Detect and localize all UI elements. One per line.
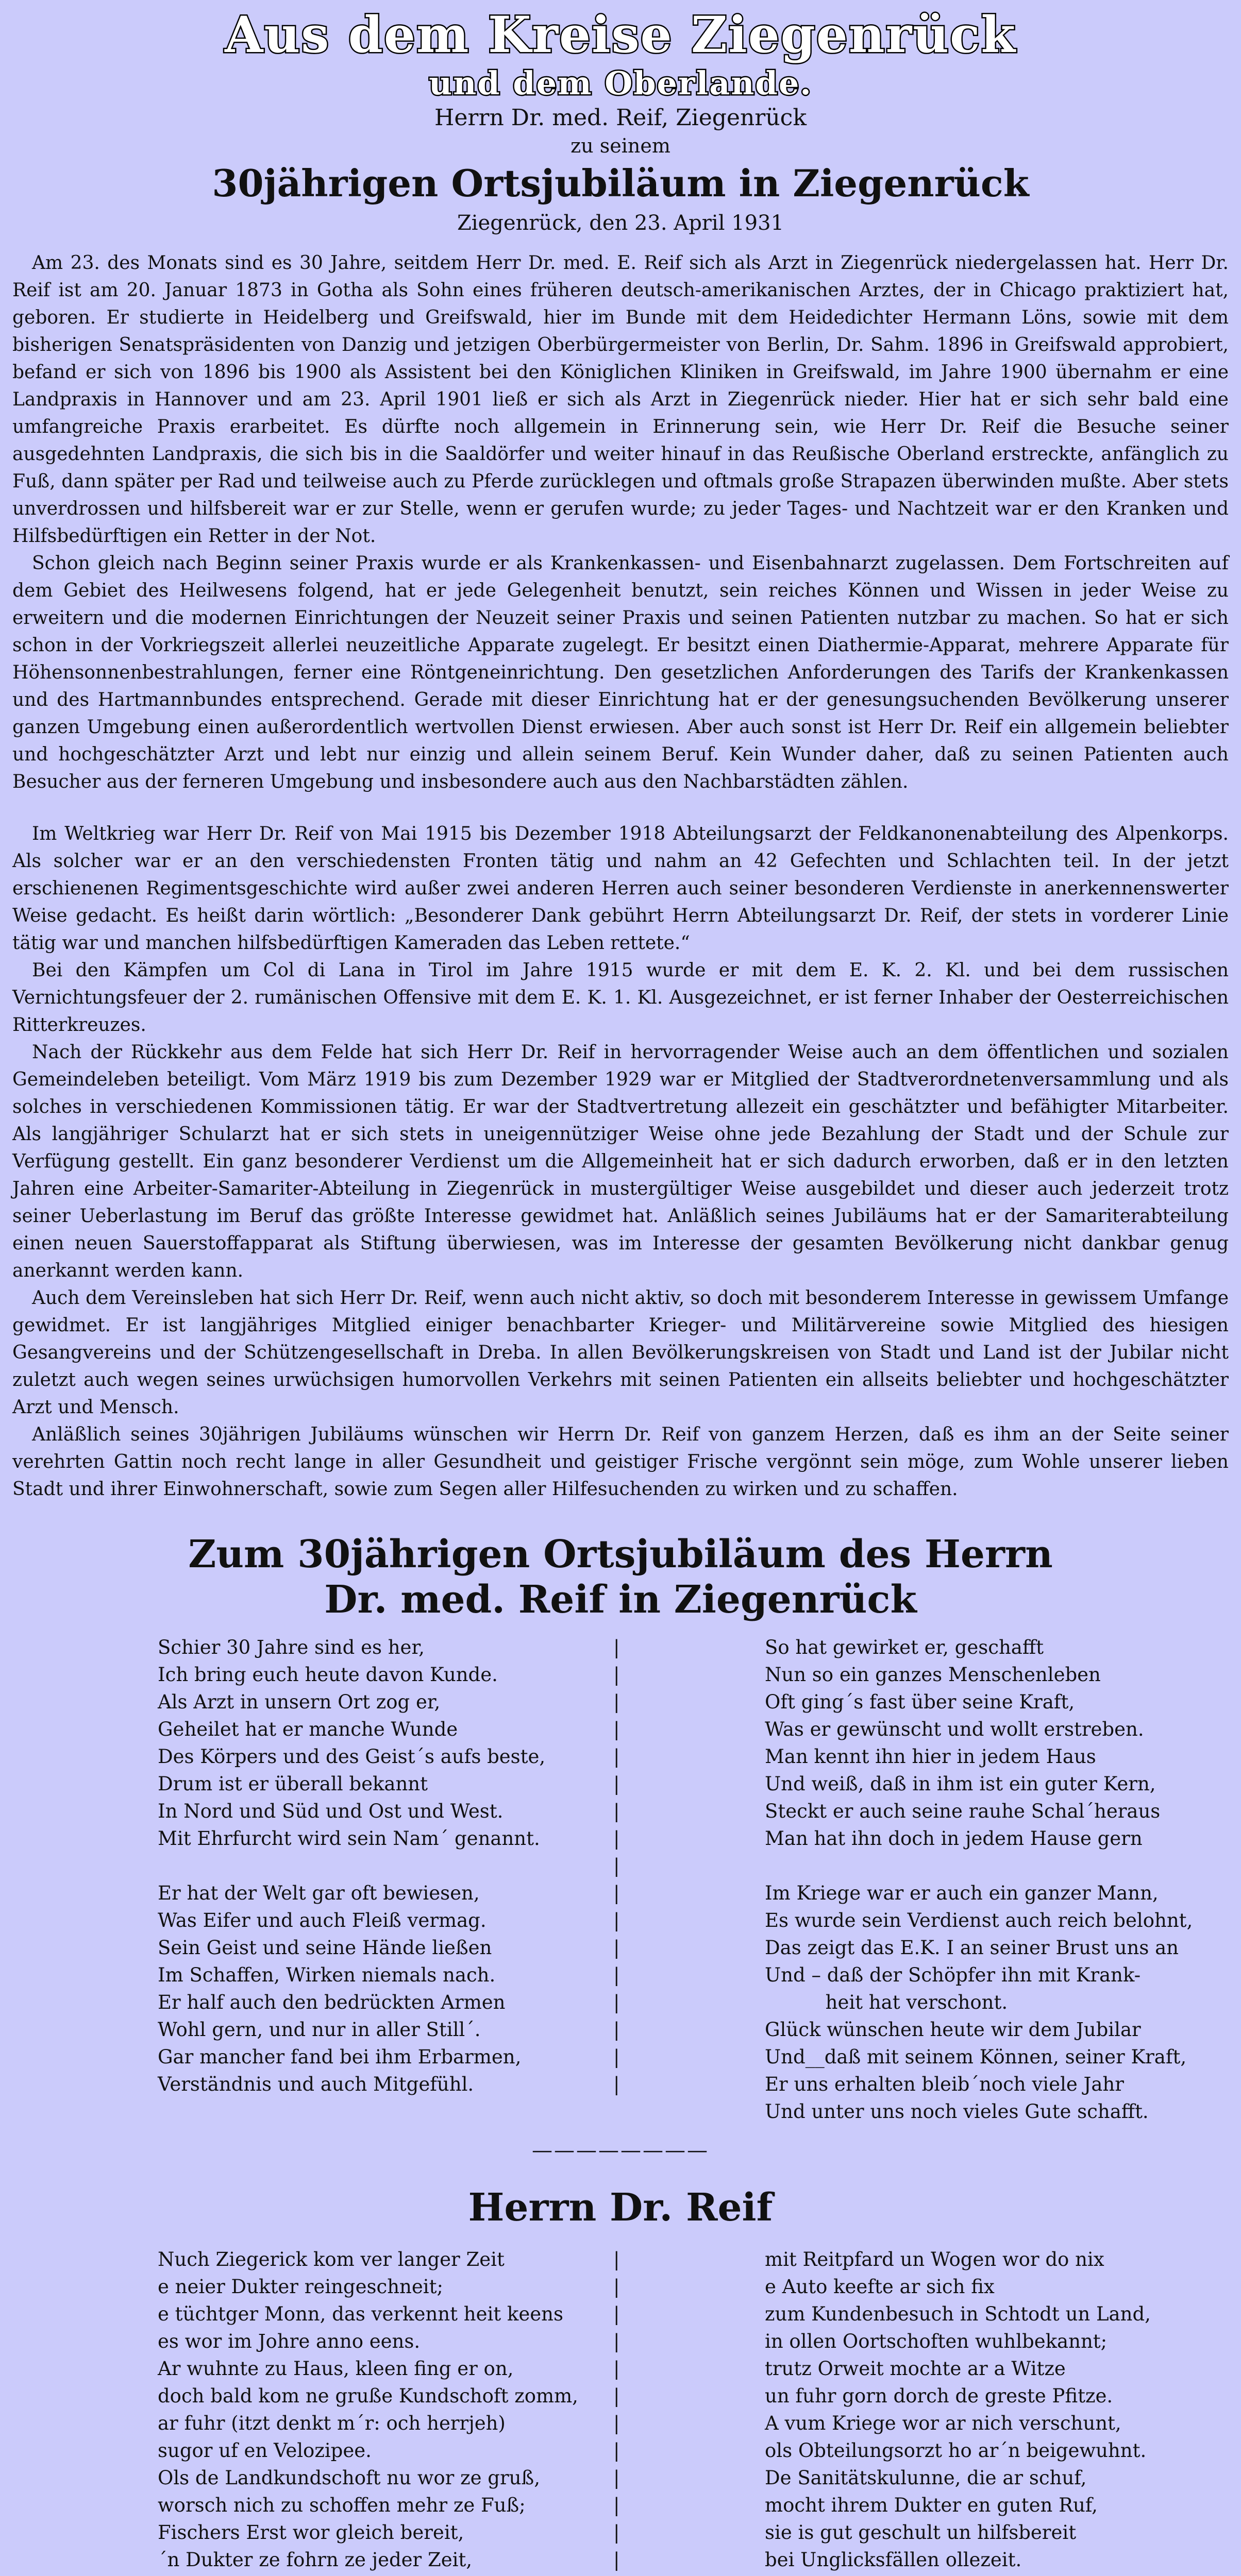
poem2-heading [0,2185,1241,2230]
poem1 [0,1634,1241,2128]
poem1-left-column: Schier 30 Jahre sind es her, Ich bring euch heute davon Kunde. Als Arzt in unsern Ort zog er, Geheilet hat er manche Wunde Des Körpers und des Geist´s aufs beste, Drum ist er überall bekannt In Nord und Süd und Ost und West. Mit Ehrfurcht wird sein Nam´ genannt. Er hat der Welt gar oft bewiesen, Was Eifer und auch Fleiß vermag. Sein Geist und seine Hände ließen Im Schaffen, Wirken niemals nach. Er half auch den bedrückten Armen Wohl gern, und nur in aller Still´. Gar mancher fand bei ihm Erbarmen, Verständnis und auch Mitgefühl. [158,1636,546,2095]
poem2-right-column: mit Reitpfard un Wogen wor do nix e Auto keefte ar sich fix zum Kundenbesuch in Schtodt un Land, in ollen Oortschoften wuhlbekannt; trutz Orweit mochte ar a Witze un fuhr gorn dorch de greste Pfitze. A vum Kriege wor ar nich verschunt, ols Obteilungsorzt ho ar´n beigewuhnt. De Sanitätskulunne, die ar schuf, mocht ihrem Dukter en guten Ruf, sie is gut geschult un hilfsbereit bei Unglicksfällen ollezeit. [765,2248,1151,2571]
dateline: Ziegenrück, den 23. April 1931 [457,211,784,235]
poem1-right-column: So hat gewirket er, geschafft Nun so ein ganzes Menschenleben Oft ging´s fast über seine Kraft, Was er gewünscht und wollt erstreben. Man kennt ihn hier in jedem Haus Und weiß, daß in ihm ist ein guter Kern, Steckt er auch seine rauhe Schal´heraus Man hat ihn doch in jedem Hause gern Im Kriege war er auch ein ganzer Mann, Es wurde sein Verdienst auch reich belohnt, Das zeigt das E.K. I an seiner Brust uns an Und – daß der Schöpfer ihn mit Krank- heit hat verschont. Glück wünschen heute wir dem Jubilar Und__daß mit seinem Können, seiner Kraft, Er uns erhalten bleib´noch viele Jahr Und unter uns noch vieles Gute schafft. [765,1636,1193,2123]
article-paragraph: Anläßlich seines 30jährigen Jubiläums wünschen wir Herrn Dr. Reif von ganzem Herzen, daß es ihm an der Seite seiner verehrten Gattin noch recht lange in aller Gesundheit und geistiger Frische vergönnt sein möge, zum Wohle unserer lieben Stadt und ihrer Einwohnerschaft, sowie zum Segen aller Hilfesuchenden zu wirken und zu schaffen. [12,1424,1229,1500]
article-paragraph: Schon gleich nach Beginn seiner Praxis wurde er als Krankenkassen- und Eisenbahnarzt zugelassen. Dem Fortschreiten auf dem Gebiet des Heilwesens folgend, hat er jede Gelegenheit benutzt, sein reiches Können und Wissen in jeder Weise zu erweitern und die modernen Einrichtungen der Neuzeit seiner Praxis und seinen Patienten nutzbar zu machen. So hat er sich schon in der Vorkriegszeit allerlei neuzeitliche Apparate zugelegt. Er besitzt einen Diathermie-Apparat, mehrere Apparate für Höhensonnenbestrahlungen, ferner eine Röntgeneinrichtung. Den gesetzlichen Anforderungen des Tarifs der Krankenkassen und des Hartmannbundes entsprechend. Gerade mit dieser Einrichtung hat er der genesungsuchenden Bevölkerung unserer ganzen Umgebung einen außerordentlich wertvollen Dienst erwiesen. Aber auch sonst ist Herr Dr. Reif ein allgemein beliebter und hochgeschätzter Arzt und lebt nur einzig und allein seinem Beruf. Kein Wunder daher, daß zu seinen Patienten auch Besucher aus der ferneren Umgebung und insbesondere auch aus den Nachbarstädten zählen. [12,553,1229,792]
jubilee-title: 30jährigen Ortsjubiläum in Ziegenrück [212,161,1029,205]
dedication-line-1: Herrn Dr. med. Reif, Ziegenrück [434,105,807,131]
poem1-title-1: Zum 30jährigen Ortsjubiläum des Herrn [188,1532,1053,1577]
article-paragraph: Auch dem Vereinsleben hat sich Herr Dr. Reif, wenn auch nicht aktiv, so doch mit besonderem Interesse in gewissem Umfange gewidmet. Er ist langjähriges Mitglied einiger benachbarter Krieger- und Militärvereine sowie Mitglied des hiesigen Gesangvereins und der Schützengesellschaft in Dreba. In allen Bevölkerungskreisen von Stadt und Land ist der Jubilar nicht zuletzt auch wegen seines urwüchsigen humorvollen Verkehrs mit seinen Patienten ein allseits beliebter und hochgeschätzter Arzt und Mensch. [12,1287,1229,1418]
column-divider: | | | | | | | | | | | | [613,2248,620,2571]
poem2-left-column: Nuch Ziegerick kom ver langer Zeit e neier Dukter reingeschneit; e tüchtger Monn, das verkennt heit keens es wor im Johre anno eens. Ar wuhnte zu Haus, kleen fing er on, doch bald kom ne gruße Kundschoft zomm, ar fuhr (itzt denkt m´r: och herrjeh) sugor uf en Velozipee. Ols de Landkundschoft nu wor ze gruß, worsch nich zu schoffen mehr ze Fuß; Fischers Erst wor gleich bereit, ´n Dukter ze fohrn ze jeder Zeit, [158,2248,578,2571]
masthead [0,0,1241,238]
article-paragraph: Bei den Kämpfen um Col di Lana in Tirol im Jahre 1915 wurde er mit dem E. K. 2. Kl. und bei dem russischen Vernichtungsfeuer der 2. rumänischen Offensive mit dem E. K. 1. Kl. Ausgezeichnet, er ist ferner Inhaber der Oesterreichischen Ritterkreuzes. [12,960,1229,1036]
poem2 [0,2246,1241,2576]
article-paragraph: Am 23. des Monats sind es 30 Jahre, seitdem Herr Dr. med. E. Reif sich als Arzt in Ziegenrück niedergelassen hat. Herr Dr. Reif ist am 20. Januar 1873 in Gotha als Sohn eines früheren deutsch-amerikanischen Arztes, der in Chicago praktiziert hat, geboren. Er studierte in Heidelberg und Greifswald, hier im Bunde mit dem Heidedichter Hermann Löns, sowie mit dem bisherigen Senatspräsidenten von Danzig und jetzigen Oberbürgermeister von Berlin, Dr. Sahm. 1896 in Greifswald approbiert, befand er sich von 1896 bis 1900 als Assistent bei den Königlichen Kliniken in Greifswald, im Jahre 1900 übernahm er eine Landpraxis in Hannover und am 23. April 1901 ließ er sich als Arzt in Ziegenrück nieder. Hier hat er sich sehr bald eine umfangreiche Praxis erarbeitet. Es dürfte noch allgemein in Erinnerung sein, wie Herr Dr. Reif die Besuche seiner ausgedehnten Landpraxis, die sich bis in die Saaldörfer und weiter hinauf in das Reußische Oberland erstreckte, anfänglich zu Fuß, dann später per Rad und teilweise auch zu Pferde zurücklegen und oftmals große Strapazen überwinden mußte. Aber stets unverdrossen und hilfsbereit war er zur Stelle, wenn er gerufen wurde; zu jeder Tages- und Nachtzeit war er den Kranken und Hilfsbedürftigen ein Retter in der Not. [12,252,1229,547]
column-divider: | | | | | | | | | | | | | | | | | [613,1636,620,2095]
article-paragraph: Nach der Rückkehr aus dem Felde hat sich Herr Dr. Reif in hervorragender Weise auch an dem öffentlichen und sozialen Gemeindeleben beteiligt. Vom März 1919 bis zum Dezember 1929 war er Mitglied der Stadtverordnetenversammlung und als solches in verschiedenen Kommissionen tätig. Er war der Stadtvertretung allezeit ein geschätzter und befähigter Mitarbeiter. Als langjähriger Schularzt hat er sich stets in uneigennütziger Weise ohne jede Bezahlung der Stadt und der Schule zur Verfügung gestellt. Ein ganz besonderer Verdienst um die Allgemeinheit hat er sich dadurch erworben, daß er in den letzten Jahren eine Arbeiter-Samariter-Abteilung in Ziegenrück in mustergültiger Weise ausgebildet und dieser auch jederzeit trotz seiner Ueberlastung im Beruf das größte Interesse gewidmet hat. Anläßlich seines Jubiläums hat er der Samariterabteilung einen neuen Sauerstoffapparat als Stiftung überwiesen, was im Interesse der gesamten Bevölkerung nicht dankbar genug anerkannt werden kann. [12,1042,1229,1281]
poem1-heading [0,1532,1241,1622]
poem1-title-2: Dr. med. Reif in Ziegenrück [324,1578,917,1622]
dedication-line-2: zu seinem [571,134,670,157]
article-paragraph: Im Weltkrieg war Herr Dr. Reif von Mai 1915 bis Dezember 1918 Abteilungsarzt der Feldkanonenabteilung des Alpenkorps. Als solcher war er an den verschiedensten Fronten tätig und nahm an 42 Gefechten und Schlachten teil. In der jetzt erschienenen Regimentsgeschichte wird außer zwei anderen Herren auch seiner besonderen Verdienste in anerkennenswerter Weise gedacht. Es heißt darin wörtlich: „Besonderer Dank gebührt Herrn Abteilungsarzt Dr. Reif, der stets in vorderer Linie tätig war und manchen hilfsbedürftigen Kameraden das Leben rettete.“ [12,823,1229,954]
headline-sub: und dem Oberlande. [429,64,812,102]
headline: Aus dem Kreise Ziegenrück [224,6,1017,64]
section-separator: ———————— [532,2139,709,2162]
poem2-title: Herrn Dr. Reif [468,2185,773,2230]
article-body [12,249,1229,1503]
